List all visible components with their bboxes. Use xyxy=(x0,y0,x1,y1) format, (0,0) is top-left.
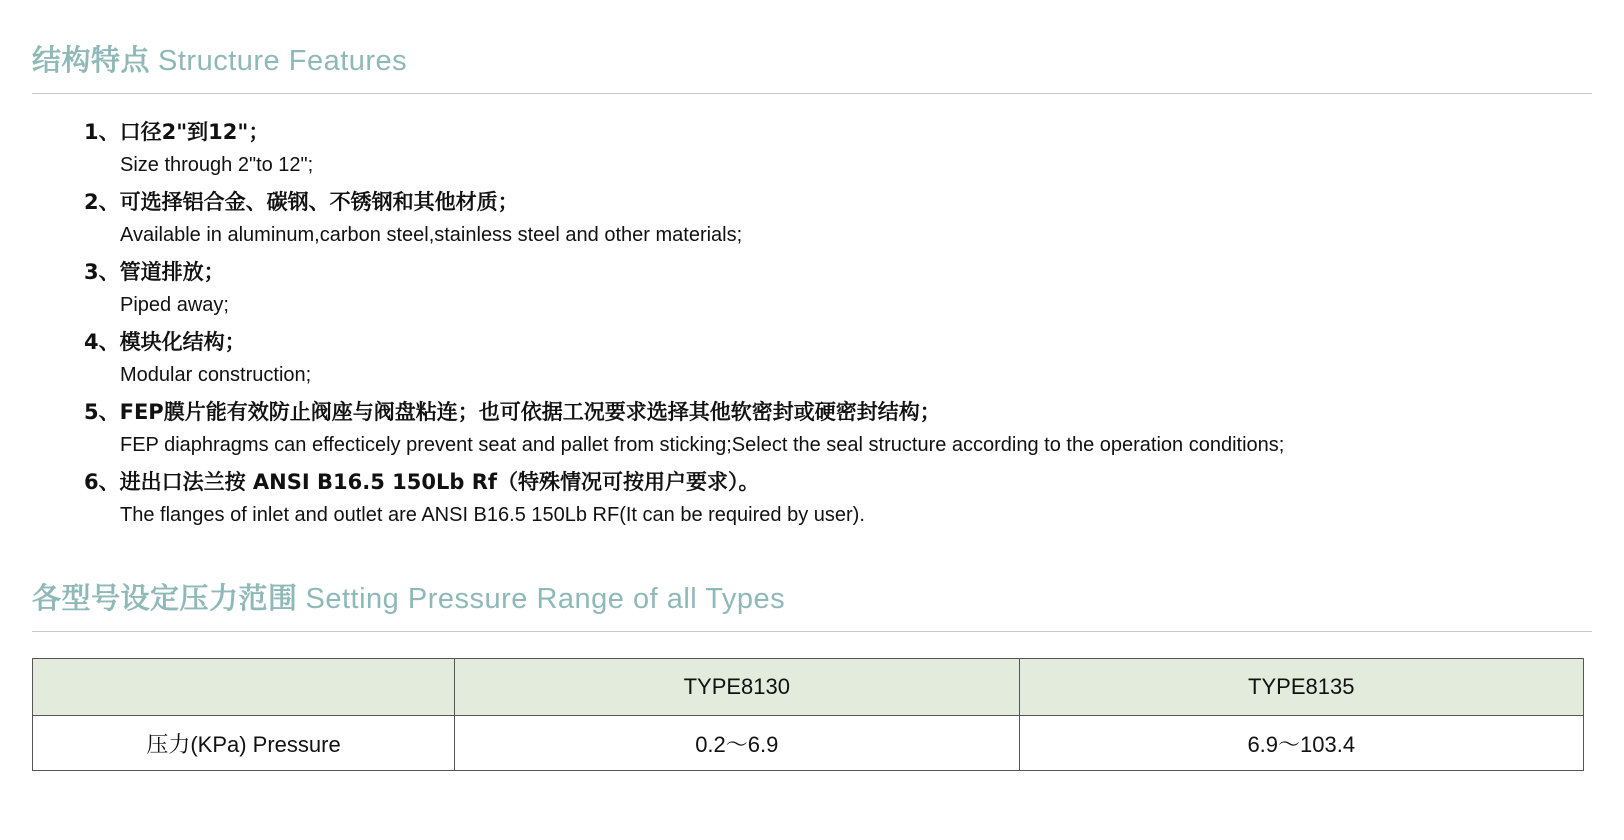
feature-text-cn: 5、FEP膜片能有效防止阀座与阀盘粘连；也可依据工况要求选择其他软密封或硬密封结构； xyxy=(84,400,941,424)
table-row xyxy=(33,659,1584,716)
pressure-range-table xyxy=(32,658,1584,771)
list-item xyxy=(84,256,1592,322)
feature-text-en: FEP diaphragms can effecticely prevent seat and pallet from sticking;Select the seal structure according to the operation conditions; xyxy=(120,434,1285,456)
table-cell-type8135-pressure: 6.9～103.4 xyxy=(1019,716,1583,771)
structure-features-list xyxy=(32,116,1592,532)
feature-text-en: Modular construction; xyxy=(120,364,312,386)
pressure-range-section xyxy=(32,576,1592,771)
list-item xyxy=(84,396,1592,462)
list-item xyxy=(84,116,1592,182)
feature-text-cn: 4、模块化结构； xyxy=(84,330,246,354)
list-item xyxy=(84,326,1592,392)
feature-text-en: The flanges of inlet and outlet are ANSI B16.5 150Lb RF(It can be required by user). xyxy=(120,504,865,526)
structure-heading-divider xyxy=(32,93,1592,94)
table-header-blank xyxy=(33,659,455,716)
pressure-heading-divider xyxy=(32,631,1592,632)
table-header-type8135: TYPE8135 xyxy=(1019,659,1583,716)
pressure-range-heading-en: Setting Pressure Range of all Types xyxy=(305,583,786,615)
feature-text-cn: 6、进出口法兰按 ANSI B16.5 150Lb Rf（特殊情况可按用户要求）。 xyxy=(84,470,760,494)
feature-text-en: Piped away; xyxy=(120,294,229,316)
feature-text-cn: 3、管道排放； xyxy=(84,260,225,284)
table-body xyxy=(33,716,1584,771)
structure-features-heading-cn: 结构特点 xyxy=(32,43,151,77)
table-row-label-pressure: 压力(KPa) Pressure xyxy=(33,716,455,771)
structure-features-heading xyxy=(32,38,1592,79)
list-item xyxy=(84,186,1592,252)
feature-text-cn: 2、可选择铝合金、碳钢、不锈钢和其他材质； xyxy=(84,190,519,214)
list-item xyxy=(84,466,1592,532)
feature-text-en: Available in aluminum,carbon steel,stainless steel and other materials; xyxy=(120,224,743,246)
feature-text-en: Size through 2"to 12"; xyxy=(120,154,314,176)
table-cell-type8130-pressure: 0.2～6.9 xyxy=(455,716,1019,771)
table-head xyxy=(33,659,1584,716)
table-header-type8130: TYPE8130 xyxy=(455,659,1019,716)
pressure-range-heading xyxy=(32,576,1592,617)
pressure-range-heading-cn: 各型号设定压力范围 xyxy=(32,581,298,615)
structure-features-heading-en: Structure Features xyxy=(158,45,408,77)
feature-text-cn: 1、口径2"到12"； xyxy=(84,120,270,144)
structure-features-section xyxy=(32,0,1592,532)
table-row xyxy=(33,716,1584,771)
